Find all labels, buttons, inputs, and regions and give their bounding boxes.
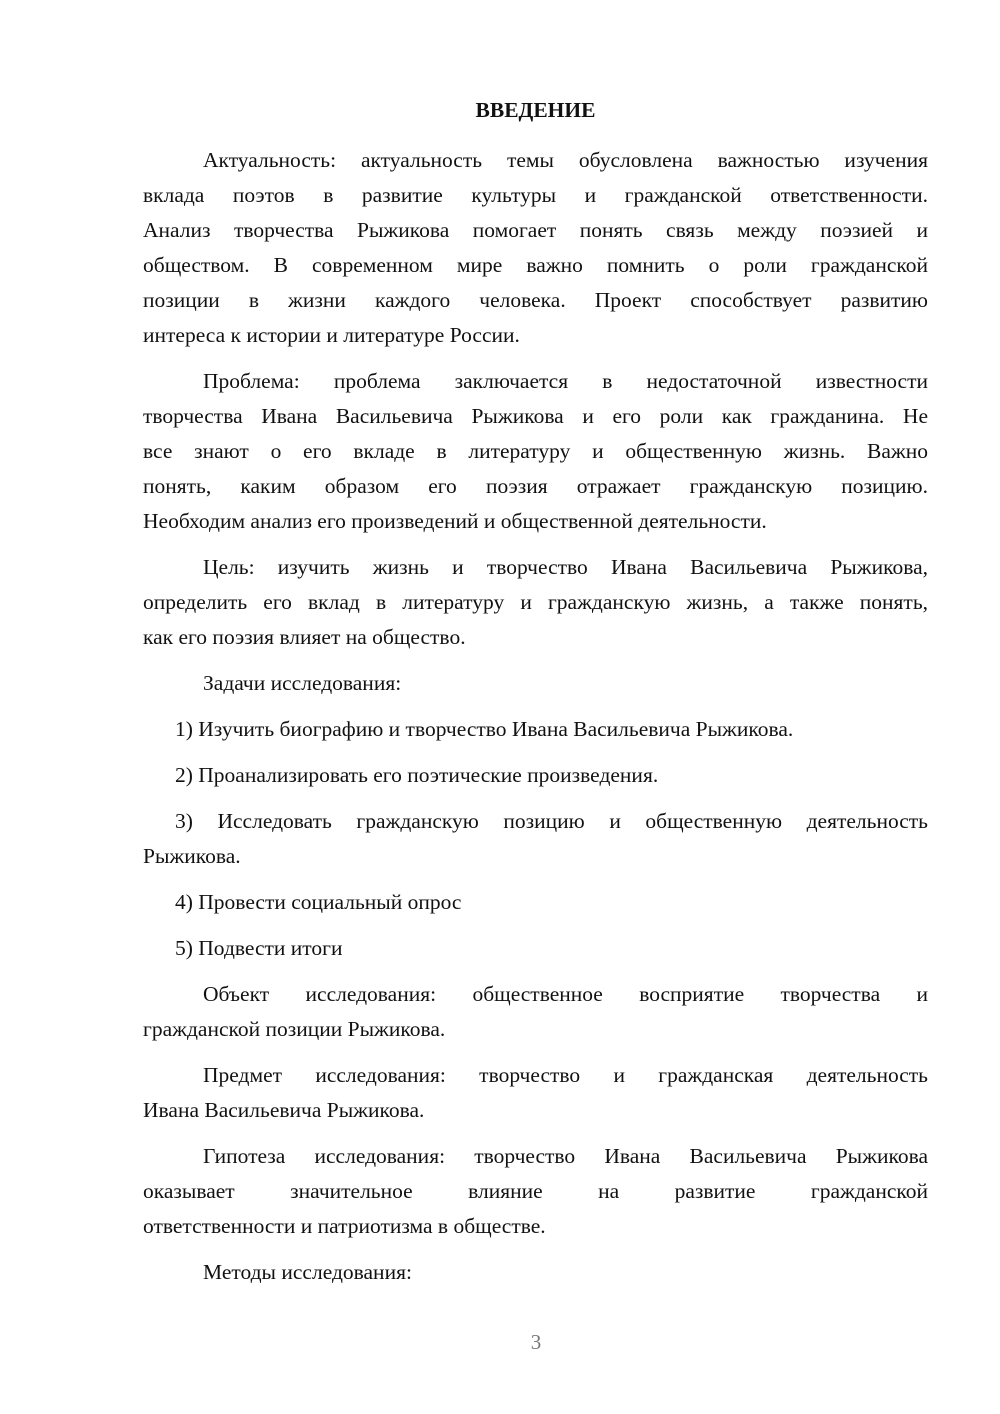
- text-line: Методы исследования:: [203, 1260, 412, 1284]
- text-line: Анализ творчества Рыжикова помогает понять связь между поэзией и: [143, 218, 928, 242]
- text-line: 2) Проанализировать его поэтические произведения.: [175, 763, 659, 787]
- text-line: как его поэзия влияет на общество.: [143, 625, 466, 649]
- text-line: интереса к истории и литературе России.: [143, 323, 520, 347]
- paragraph: [143, 364, 928, 539]
- paragraph: [143, 143, 928, 353]
- page-number: 3: [530, 1330, 542, 1354]
- text-line: 5) Подвести итоги: [175, 936, 343, 960]
- task-list-item: [143, 885, 928, 920]
- document-body: [143, 143, 928, 1290]
- task-list-item: [143, 804, 928, 874]
- text-line: Необходим анализ его произведений и общественной деятельности.: [143, 509, 767, 533]
- text-line: 4) Провести социальный опрос: [175, 890, 462, 914]
- text-line: Цель: изучить жизнь и творчество Ивана Васильевича Рыжикова,: [203, 555, 928, 579]
- text-line: ответственности и патриотизма в обществе.: [143, 1214, 546, 1238]
- text-line: 3) Исследовать гражданскую позицию и общественную деятельность: [175, 809, 928, 833]
- document-page: [143, 93, 928, 1301]
- paragraph: [143, 666, 928, 701]
- text-line: Актуальность: актуальность темы обусловлена важностью изучения: [203, 148, 928, 172]
- text-line: Гипотеза исследования: творчество Ивана Васильевича Рыжикова: [203, 1144, 928, 1168]
- text-line: Ивана Васильевича Рыжикова.: [143, 1098, 425, 1122]
- text-line: гражданской позиции Рыжикова.: [143, 1017, 446, 1041]
- text-line: вклада поэтов в развитие культуры и гражданской ответственности.: [143, 183, 928, 207]
- task-list-item: [143, 712, 928, 747]
- text-line: Объект исследования: общественное восприятие творчества и: [203, 982, 928, 1006]
- text-line: позиции в жизни каждого человека. Проект способствует развитию: [143, 288, 928, 312]
- text-line: все знают о его вкладе в литературу и общественную жизнь. Важно: [143, 439, 928, 463]
- section-title: ВВЕДЕНИЕ: [475, 98, 596, 122]
- text-line: оказывает значительное влияние на развитие гражданской: [143, 1179, 928, 1203]
- text-line: обществом. В современном мире важно помнить о роли гражданской: [143, 253, 928, 277]
- task-list-item: [143, 758, 928, 793]
- task-list-item: [143, 931, 928, 966]
- text-line: Рыжикова.: [143, 844, 241, 868]
- text-line: 1) Изучить биографию и творчество Ивана Васильевича Рыжикова.: [175, 717, 794, 741]
- text-line: Задачи исследования:: [203, 671, 402, 695]
- paragraph: [143, 1255, 928, 1290]
- text-line: творчества Ивана Васильевича Рыжикова и его роли как гражданина. Не: [143, 404, 928, 428]
- paragraph: [143, 1139, 928, 1244]
- text-line: определить его вклад в литературу и гражданскую жизнь, а также понять,: [143, 590, 928, 614]
- text-line: понять, каким образом его поэзия отражает гражданскую позицию.: [143, 474, 928, 498]
- text-line: Предмет исследования: творчество и гражданская деятельность: [203, 1063, 928, 1087]
- paragraph: [143, 977, 928, 1047]
- text-line: Проблема: проблема заключается в недостаточной известности: [203, 369, 928, 393]
- paragraph: [143, 1058, 928, 1128]
- paragraph: [143, 550, 928, 655]
